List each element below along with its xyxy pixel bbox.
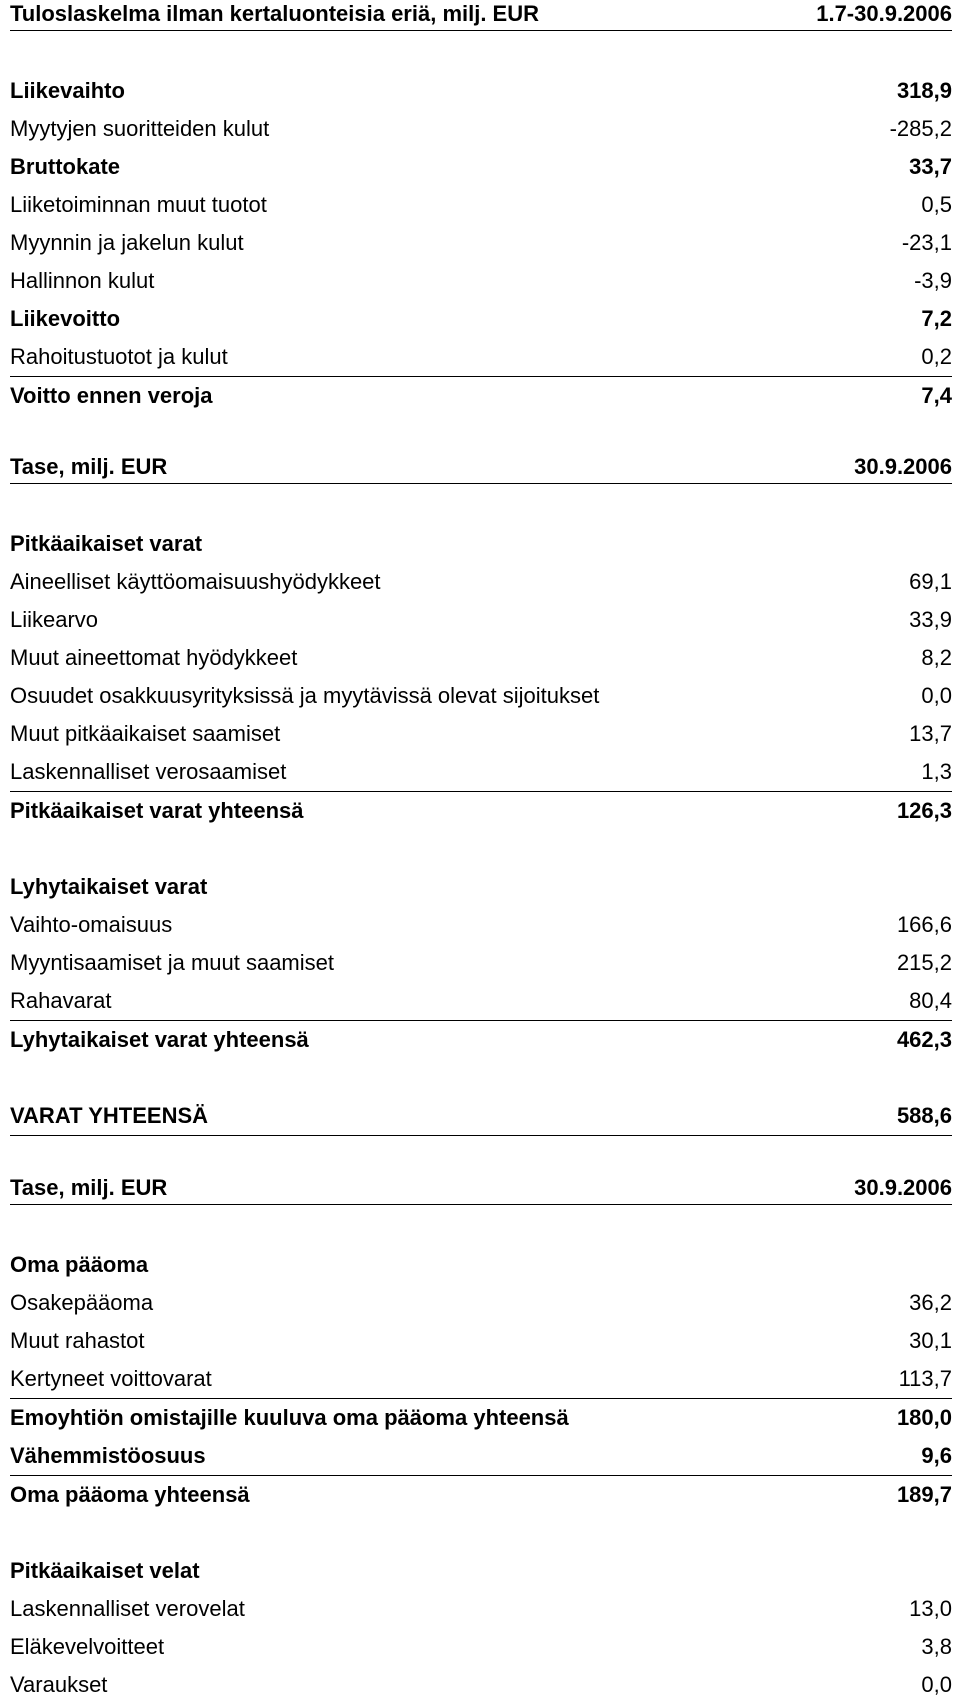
- subtotal-label: Emoyhtiön omistajille kuuluva oma pääoma yhteensä: [10, 1405, 569, 1430]
- total-row: [10, 792, 952, 830]
- total-value: 462,3: [896, 1027, 952, 1052]
- total-row: [10, 1021, 952, 1059]
- row-label: Myynnin ja jakelun kulut: [10, 230, 244, 255]
- table-row: [10, 1322, 952, 1360]
- row-label: Bruttokate: [10, 154, 121, 179]
- section-heading-label: Pitkäaikaiset velat: [10, 1558, 200, 1583]
- row-value: 3,8: [921, 1634, 952, 1659]
- table-row: [10, 224, 952, 262]
- section-heading: [10, 1246, 952, 1284]
- spacer: [10, 415, 952, 453]
- table-row: [10, 1628, 952, 1666]
- table-row: [10, 639, 952, 677]
- total-label: Lyhytaikaiset varat yhteensä: [10, 1027, 309, 1052]
- row-label: Liikevaihto: [10, 78, 125, 103]
- row-label: Aineelliset käyttöomaisuushyödykkeet: [10, 569, 381, 594]
- row-value: 36,2: [909, 1290, 952, 1315]
- spacer: [10, 1136, 952, 1174]
- section-heading-label: Oma pääoma: [10, 1252, 149, 1277]
- spacer: [10, 1059, 952, 1097]
- row-value: -285,2: [889, 116, 952, 141]
- row-label: Muut rahastot: [10, 1328, 145, 1353]
- row-label: Laskennalliset verovelat: [10, 1596, 245, 1621]
- row-value: 0,0: [921, 1672, 952, 1697]
- row-value: -3,9: [914, 268, 952, 293]
- row-value: 13,7: [909, 721, 952, 746]
- total-value: 189,7: [896, 1482, 952, 1507]
- row-value: 7,4: [921, 383, 952, 408]
- section-heading: [10, 868, 952, 906]
- spacer: [10, 484, 952, 525]
- row-label: Muut aineettomat hyödykkeet: [10, 645, 298, 670]
- income-statement-title: Tuloslaskelma ilman kertaluonteisia eriä, milj. EUR: [10, 1, 540, 26]
- spacer: [10, 830, 952, 868]
- grand-total-row: [10, 1097, 952, 1136]
- section-heading-label: Pitkäaikaiset varat: [10, 531, 203, 556]
- table-row: [10, 110, 952, 148]
- subtotal-row: [10, 1399, 952, 1437]
- row-label: Liikevoitto: [10, 306, 121, 331]
- balance-liabilities-title: Tase, milj. EUR: [10, 1175, 168, 1200]
- row-value: 166,6: [896, 912, 952, 937]
- row-value: 7,2: [921, 306, 952, 331]
- row-label: Eläkevelvoitteet: [10, 1634, 165, 1659]
- row-value: 318,9: [896, 78, 952, 103]
- table-row: [10, 377, 952, 415]
- minority-value: 9,6: [921, 1443, 952, 1468]
- row-value: 1,3: [921, 759, 952, 784]
- total-value: 126,3: [896, 798, 952, 823]
- balance-assets-header: [10, 453, 952, 484]
- row-label: Rahavarat: [10, 988, 112, 1013]
- table-row: [10, 148, 952, 186]
- grand-total-label: VARAT YHTEENSÄ: [10, 1103, 209, 1128]
- row-value: 0,5: [921, 192, 952, 217]
- table-row: [10, 944, 952, 982]
- row-value: 8,2: [921, 645, 952, 670]
- row-label: Kertyneet voittovarat: [10, 1366, 212, 1391]
- table-row: [10, 715, 952, 753]
- grand-total-value: 588,6: [896, 1103, 952, 1128]
- row-label: Osakepääoma: [10, 1290, 154, 1315]
- row-value: 215,2: [896, 950, 952, 975]
- spacer: [10, 31, 952, 72]
- subtotal-value: 180,0: [896, 1405, 952, 1430]
- row-value: 0,0: [921, 683, 952, 708]
- row-label: Liiketoiminnan muut tuotot: [10, 192, 267, 217]
- row-value: 0,2: [921, 344, 952, 369]
- financial-report: [10, 0, 952, 1704]
- minority-label: Vähemmistöosuus: [10, 1443, 206, 1468]
- section-heading: [10, 1552, 952, 1590]
- row-value: 69,1: [909, 569, 952, 594]
- row-value: 33,9: [909, 607, 952, 632]
- table-row: [10, 186, 952, 224]
- balance-liabilities-date: 30.9.2006: [854, 1175, 952, 1200]
- table-row: [10, 982, 952, 1021]
- table-row: [10, 300, 952, 338]
- row-value: 13,0: [909, 1596, 952, 1621]
- row-value: 113,7: [898, 1366, 952, 1391]
- row-value: -23,1: [901, 230, 952, 255]
- row-label: Muut pitkäaikaiset saamiset: [10, 721, 281, 746]
- table-row: [10, 1666, 952, 1704]
- table-row: [10, 1284, 952, 1322]
- table-row: [10, 563, 952, 601]
- balance-assets-date: 30.9.2006: [854, 454, 952, 479]
- row-label: Varaukset: [10, 1672, 108, 1697]
- table-row: [10, 906, 952, 944]
- table-row: [10, 262, 952, 300]
- row-label: Hallinnon kulut: [10, 268, 155, 293]
- table-row: [10, 338, 952, 377]
- balance-assets-title: Tase, milj. EUR: [10, 454, 168, 479]
- row-label: Vaihto-omaisuus: [10, 912, 173, 937]
- income-statement-period: 1.7-30.9.2006: [816, 1, 952, 26]
- section-heading: [10, 525, 952, 563]
- table-row: [10, 677, 952, 715]
- row-value: 33,7: [909, 154, 952, 179]
- table-row: [10, 1590, 952, 1628]
- table-row: [10, 601, 952, 639]
- section-heading-label: Lyhytaikaiset varat: [10, 874, 208, 899]
- total-label: Pitkäaikaiset varat yhteensä: [10, 798, 304, 823]
- row-value: 30,1: [909, 1328, 952, 1353]
- row-label: Myyntisaamiset ja muut saamiset: [10, 950, 334, 975]
- balance-liabilities-header: [10, 1174, 952, 1205]
- row-value: 80,4: [909, 988, 952, 1013]
- row-label: Myytyjen suoritteiden kulut: [10, 116, 270, 141]
- income-statement-header: [10, 0, 952, 31]
- table-row: [10, 72, 952, 110]
- row-label: Liikearvo: [10, 607, 99, 632]
- row-label: Voitto ennen veroja: [10, 383, 213, 408]
- row-label: Laskennalliset verosaamiset: [10, 759, 287, 784]
- table-row: [10, 1360, 952, 1399]
- table-row: [10, 753, 952, 792]
- spacer: [10, 1514, 952, 1552]
- spacer: [10, 1205, 952, 1246]
- minority-row: [10, 1437, 952, 1476]
- total-row: [10, 1476, 952, 1514]
- row-label: Rahoitustuotot ja kulut: [10, 344, 228, 369]
- row-label: Osuudet osakkuusyrityksissä ja myytävissä olevat sijoitukset: [10, 683, 600, 708]
- total-label: Oma pääoma yhteensä: [10, 1482, 250, 1507]
